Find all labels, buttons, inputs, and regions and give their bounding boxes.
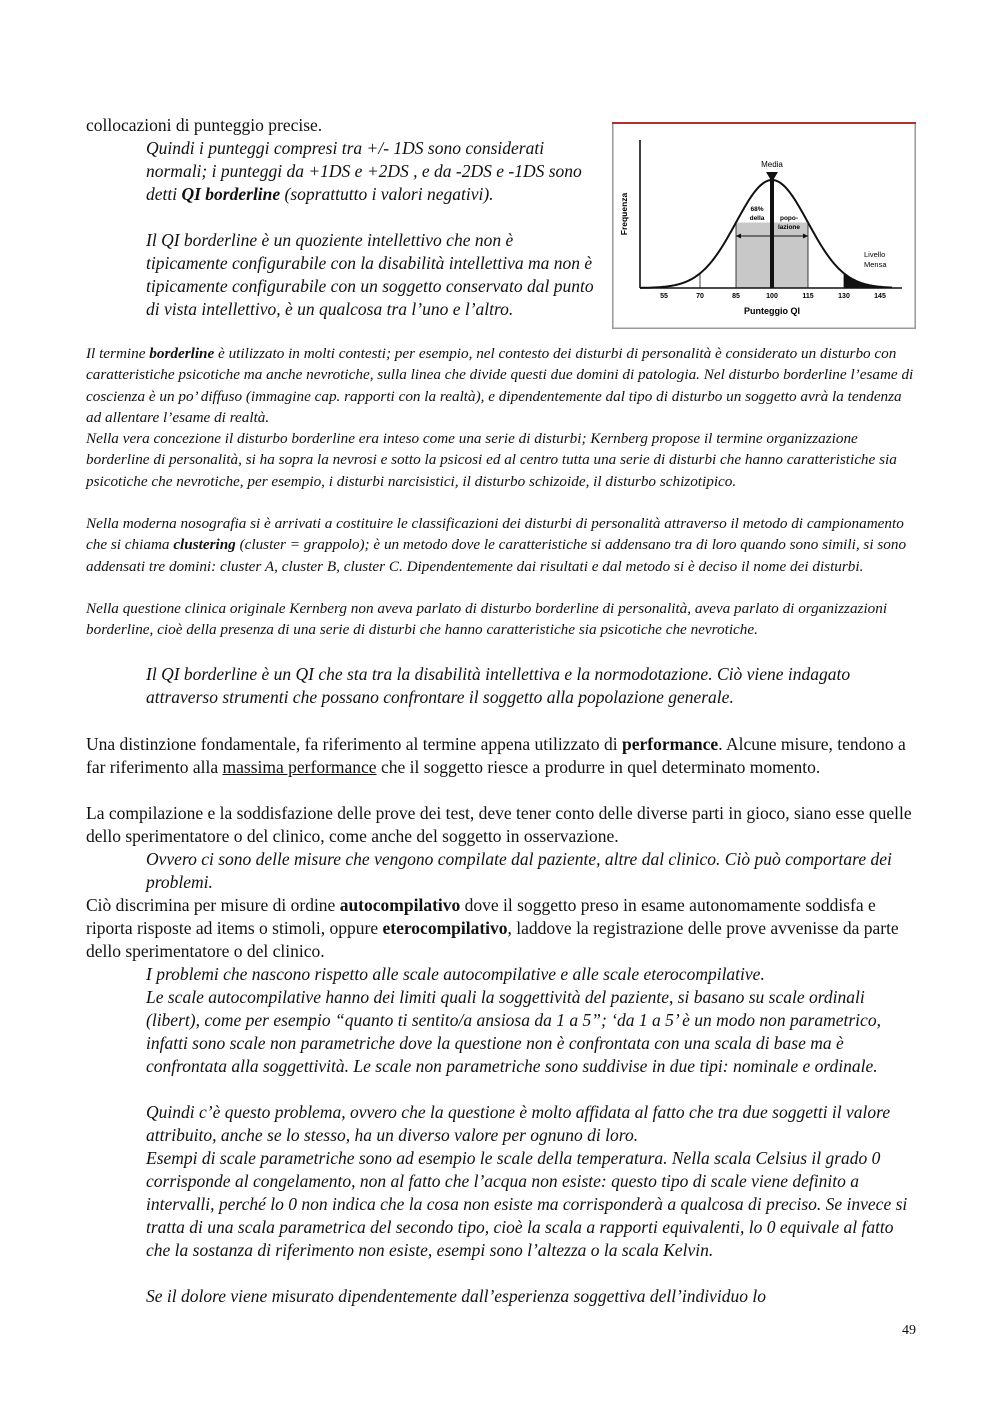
paragraph-questione-clinica: Nella questione clinica originale Kernberg non aveva parlato di disturbo borderline di personalità, aveva parlato di organizzazioni borderline, cioè della presenza di una serie di disturbi che hanno caratteristiche sia psicotiche che nevrotiche.	[86, 600, 888, 639]
paragraph-performance: Una distinzione fondamentale, fa riferimento al termine appena utilizzato di performance. Alcune misure, tendono a far riferimento alla massima performance che il soggetto riesce a produrre in quel determinato momento.	[86, 734, 906, 777]
popolazione-label-1: popo-	[779, 215, 799, 222]
bold-term-eterocompilativo: eterocompilativo	[382, 918, 508, 938]
pct-label: 68%	[750, 206, 764, 213]
paragraph-qi-borderline: Il QI borderline è un quoziente intellettivo che non è tipicamente configurabile con la disabilità intellettiva ma non è tipicamente configurabile con un soggetto conservato dal punto di vista intellettivo, è un qualcosa tra l’uno e l’altro.	[146, 230, 594, 319]
x-tick-label: 130	[838, 293, 850, 300]
x-tick-label: 115	[802, 293, 814, 300]
paragraph-kernberg: Nella vera concezione il disturbo borderline era inteso come una serie di disturbi; Kernberg propose il termine organizzazione borderline di personalità, si ha sopra la nevrosi e sotto la psicosi ed al centro tutta una serie di disturbi che hanno caratteristiche sia psicotiche che nevrotiche, per esempio, i disturbi narcisistici, il disturbo schizoide, il disturbo schizotipico.	[86, 430, 897, 490]
page-number: 49	[902, 1323, 916, 1338]
paragraph-qi-popolazione: Il QI borderline è un QI che sta tra la disabilità intellettiva e la normodotazione. Ciò viene indagato attraverso strumenti che possano confrontare il soggetto alla popolazione generale.	[146, 664, 851, 707]
bold-term-autocompilativo: autocompilativo	[339, 895, 461, 915]
bold-term-qi-borderline: QI borderline	[181, 184, 281, 204]
paragraph-problemi-scale: I problemi che nascono rispetto alle scale autocompilative e alle scale eterocompilative.	[146, 964, 765, 984]
paragraph-borderline-definition: Quindi i punteggi compresi tra +/- 1DS sono considerati normali; i punteggi da +1DS e +2DS , e da -2DS e -1DS sono detti QI borderline (soprattutto i valori negativi).	[146, 138, 582, 204]
paragraph-autocompilativo: Ciò discrimina per misure di ordine autocompilativo dove il soggetto preso in esame autonomamente soddisfa e riporta risposte ad items o stimoli, oppure eterocompilativo, laddove la registrazione delle prove avvenisse da parte dello sperimentatore o del clinico.	[86, 895, 899, 961]
paragraph-dolore: Se il dolore viene misurato dipendentemente dall’esperienza soggettiva dell’individuo lo	[146, 1286, 766, 1306]
paragraph-scale-parametriche: Esempi di scale parametriche sono ad esempio le scale della temperatura. Nella scala Celsius il grado 0 corrisponde al congelamento, non al fatto che l’acqua non esiste: questo tipo di scale viene definito a intervalli, perché lo 0 non indica che la cosa non esiste ma corrisponderà a qualcosa di preciso. Se invece si tratta di una scala parametrica del secondo tipo, cioè la scala a rapporti equivalenti, lo 0 equivale al fatto che la sostanza di riferimento non esiste, esempi sono l’altezza o la scala Kelvin.	[146, 1148, 908, 1260]
bold-term-clustering: clustering	[173, 536, 236, 554]
livello-label: Livello	[864, 250, 886, 259]
x-tick-label: 70	[696, 293, 704, 300]
paragraph-intro: collocazioni di punteggio precise.	[86, 115, 323, 135]
paragraph-compilazione: La compilazione e la soddisfazione delle prove dei test, deve tener conto delle diverse parti in gioco, siano esse quelle dello sperimentatore o del clinico, come anche del soggetto in osservazione.	[86, 803, 912, 846]
mean-label: Media	[761, 160, 783, 169]
underlined-massima-performance: massima performance	[222, 757, 377, 777]
paragraph-termine-borderline: Il termine borderline è utilizzato in molti contesti; per esempio, nel contesto dei disturbi di personalità è considerato un disturbo con caratteristiche psicotiche ma anche nevrotiche, sulla linea che divide questi due domini di patologia. Nel disturbo borderline l’esame di coscienza è un po’ diffuso (immagine cap. rapporti con la realtà), e dipendentemente dal tipo di disturbo un soggetto avrà la tendenza ad allentare l’esame di realtà.	[86, 345, 914, 426]
bold-term-borderline: borderline	[149, 345, 215, 362]
iq-distribution-figure	[612, 122, 916, 329]
paragraph-clustering: Nella moderna nosografia si è arrivati a costituire le classificazioni dei disturbi di personalità attraverso il metodo di campionamento che si chiama clustering (cluster = grappolo); è un metodo dove le caratteristiche si addensano tra di loro quando sono simili, si sono addensati tre domini: cluster A, cluster B, cluster C. Dipendentemente dai risultati e dal metodo si è deciso il nome dei disturbi.	[86, 515, 907, 575]
y-axis-label: Frequenza	[619, 192, 629, 236]
x-tick-label: 145	[874, 293, 886, 300]
paragraph-scale-autocompilative: Le scale autocompilative hanno dei limiti quali la soggettività del paziente, si basano su scale ordinali (libert), come per esempio “quanto ti sentito/a ansiosa da 1 a 5”; ‘da 1 a 5’ è un modo non parametrico, infatti sono scale non parametriche dove la questione non è confrontata con una scala di base ma è confrontata alla soggettività. Le scale non parametriche sono suddivise in due tipi: nominale e ordinale.	[146, 987, 881, 1076]
paragraph-problema-soggetti: Quindi c’è questo problema, ovvero che la questione è molto affidata al fatto che tra due soggetti il valore attribuito, anche se lo stesso, ha un diverso valore per ognuno di loro.	[146, 1102, 891, 1145]
bold-term-performance: performance	[621, 734, 719, 754]
della-label: della	[749, 215, 765, 222]
x-axis-label: Punteggio QI	[744, 306, 800, 316]
popolazione-label-2: lazione	[777, 224, 801, 231]
x-tick-label: 100	[766, 293, 778, 300]
mensa-label: Mensa	[864, 260, 887, 269]
x-tick-label: 55	[660, 293, 668, 300]
paragraph-misure: Ovvero ci sono delle misure che vengono compilate dal paziente, altre dal clinico. Ciò può comportare dei problemi.	[146, 849, 892, 892]
x-tick-label: 85	[732, 293, 740, 300]
